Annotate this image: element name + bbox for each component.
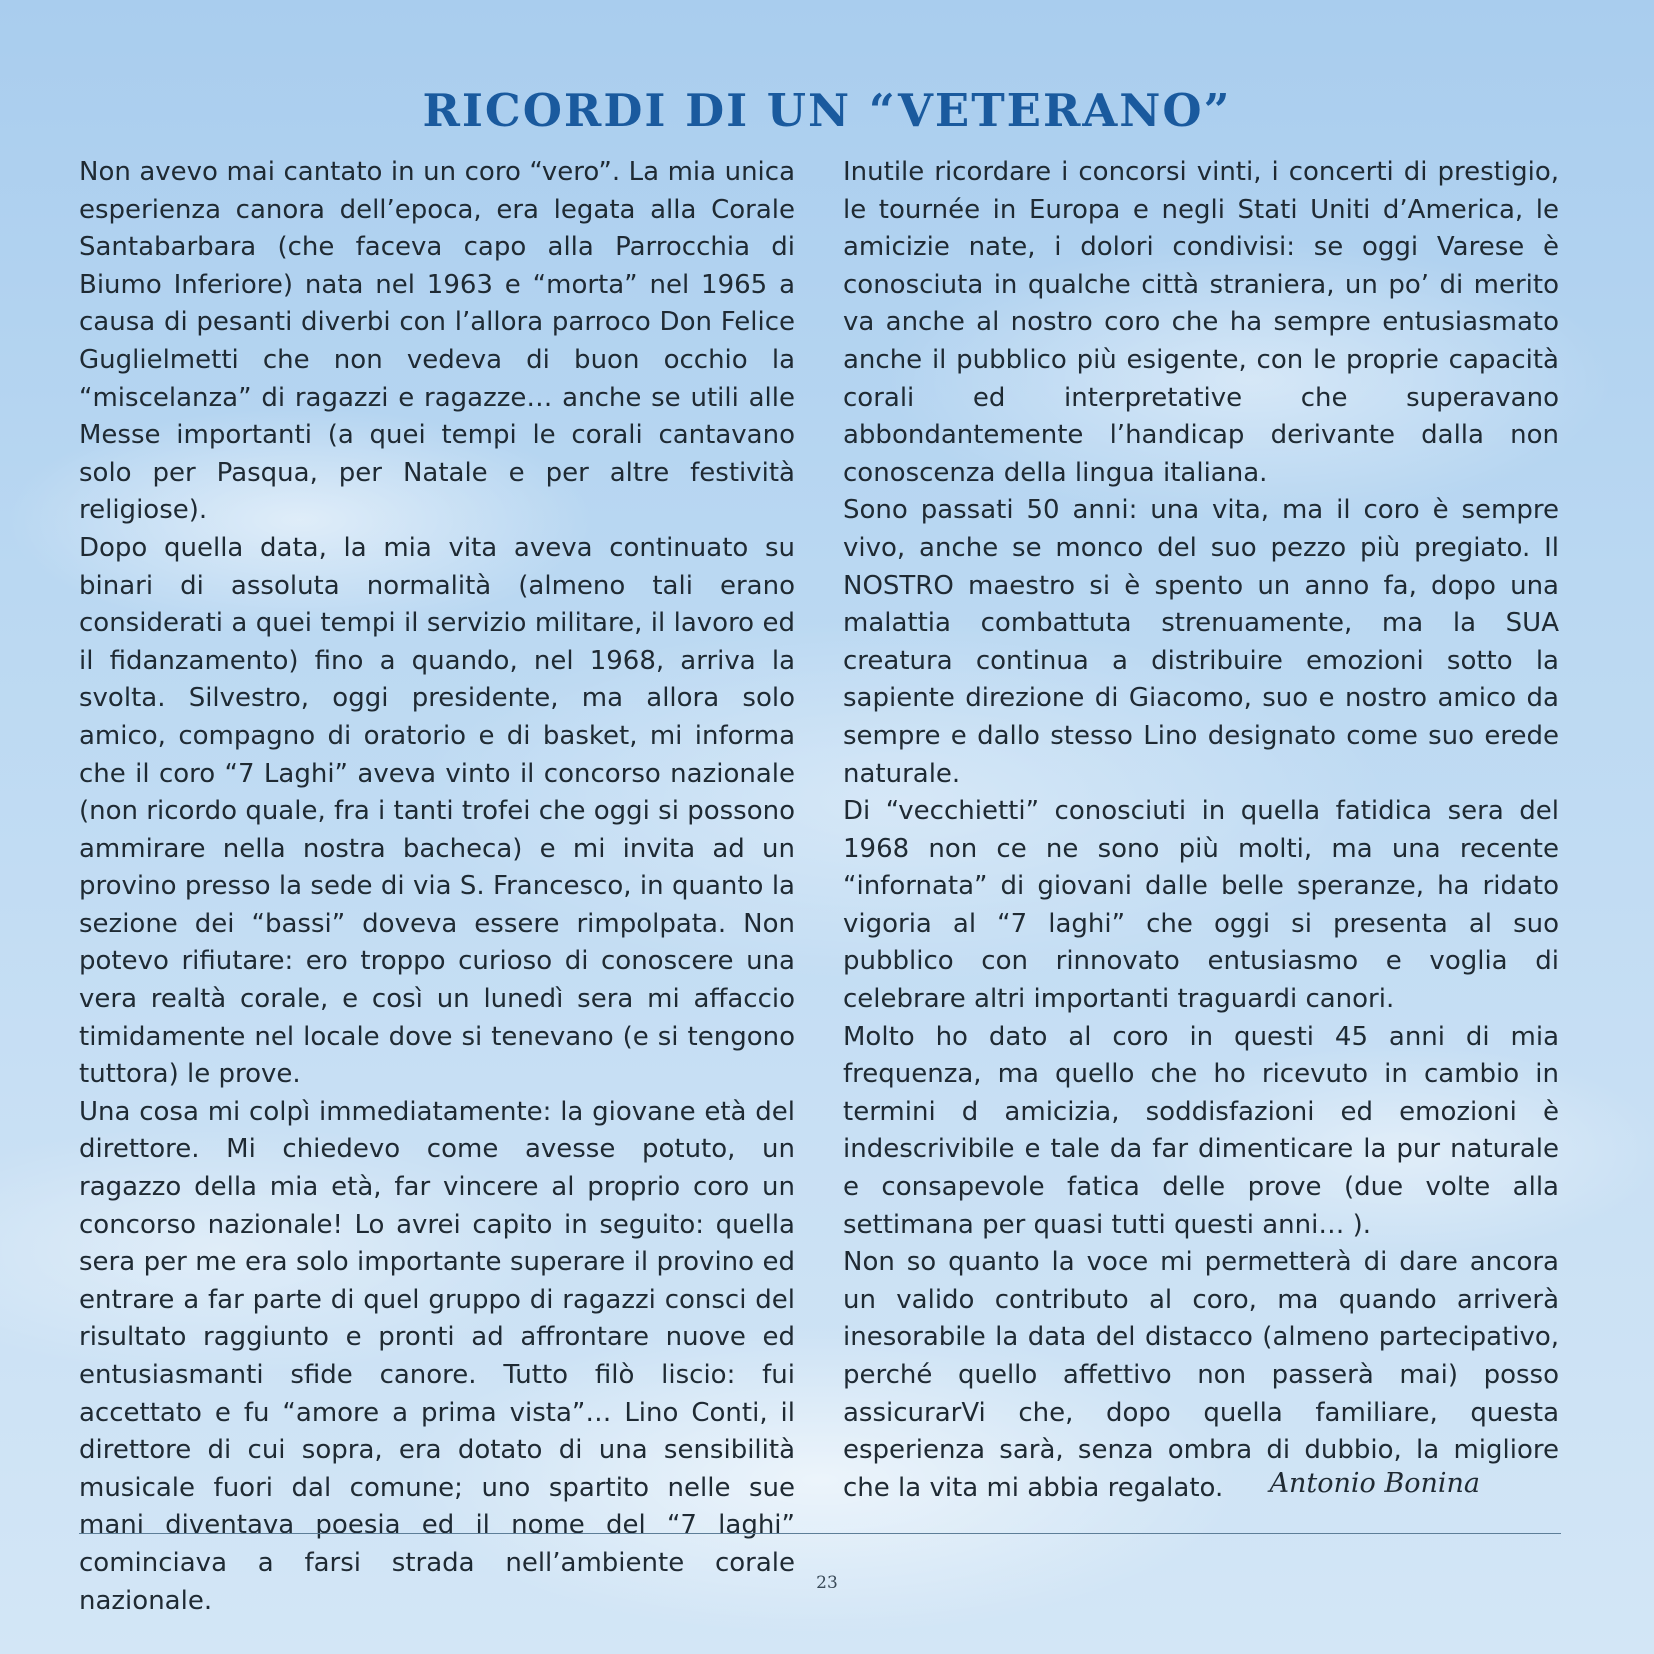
article-title: RICORDI DI UN “VETERANO” — [422, 84, 1232, 137]
footer-divider — [79, 1533, 1561, 1534]
paragraph: Non so quanto la voce mi permetterà di dare ancora un valido contributo al coro, ma quando arriverà inesorabile la data del distacco (almeno partecipativo, perché quello affettivo non passerà mai) posso assicurarVi che, dopo quella familiare, questa esperienza sarà, senza ombra di dubbio, la migliore che la vita mi abbia regalato. — [843, 1247, 1559, 1503]
paragraph: Di “vecchietti” conosciuti in quella fatidica sera del 1968 non ce ne sono più molti, ma una recente “infornata” di giovani dalle belle speranze, ha ridato vigoria al “7 laghi” che oggi si presenta al suo pubblico con rinnovato entusiasmo e voglia di celebrare altri importanti traguardi canori. — [843, 796, 1559, 1015]
right-text-column — [843, 154, 1559, 1507]
paragraph: Non avevo mai cantato in un coro “vero”. La mia unica esperienza canora dell’epoca, era legata alla Corale Santabarbara (che faceva capo alla Parrocchia di Biumo Inferiore) nata nel 1963 e “morta” nel 1965 a causa di pesanti diverbi con l’allora parroco Don Felice Guglielmetti che non vedeva di buon occhio la “miscelanza” di ragazzi e ragazze… anche se utili alle Messe importanti (a quei tempi le corali cantavano solo per Pasqua, per Natale e per altre festività religiose). — [79, 157, 795, 526]
left-text-column — [79, 154, 795, 1620]
paragraph: Dopo quella data, la mia vita aveva continuato su binari di assoluta normalità (almeno tali erano considerati a quei tempi il servizio militare, il lavoro ed il fidanzamento) fino a quando, nel 1968, arriva la svolta. Silvestro, oggi presidente, ma allora solo amico, compagno di oratorio e di basket, mi informa che il coro “7 Laghi” aveva vinto il concorso nazionale (non ricordo quale, fra i tanti trofei che oggi si possono ammirare nella nostra bacheca) e mi invita ad un provino presso la sede di via S. Francesco, in quanto la sezione dei “bassi” doveva essere rimpolpata. Non potevo rifiutare: ero troppo curioso di conoscere una vera realtà corale, e così un lunedì sera mi affaccio timidamente nel locale dove si tenevano (e si tengono tuttora) le prove. — [79, 532, 795, 1090]
page-number: 23 — [816, 1573, 838, 1593]
paragraph: Inutile ricordare i concorsi vinti, i concerti di prestigio, le tournée in Europa e negli Stati Uniti d’America, le amicizie nate, i dolori condivisi: se oggi Varese è conosciuta in qualche città straniera, un po’ di merito va anche al nostro coro che ha sempre entusiasmato anche il pubblico più esigente, con le proprie capacità corali ed interpretative che superavano abbondantemente l’handicap derivante dalla non conoscenza della lingua italiana. — [843, 157, 1559, 488]
author-signature: Antonio Bonina — [1269, 1468, 1480, 1499]
paragraph: Una cosa mi colpì immediatamente: la giovane età del direttore. Mi chiedevo come avesse potuto, un ragazzo della mia età, far vincere al proprio coro un concorso nazionale! Lo avrei capito in seguito: quella sera per me era solo importante superare il provino ed entrare a far parte di quel gruppo di ragazzi consci del risultato raggiunto e pronti ad affrontare nuove ed entusiasmanti sfide canore. Tutto filò liscio: fui accettato e fu “amore a prima vista”… Lino Conti, il direttore di cui sopra, era dotato di una sensibilità musicale fuori dal comune; uno spartito nelle sue mani diventava poesia ed il nome del “7 laghi” cominciava a farsi strada nell’ambiente corale nazionale. — [79, 1096, 795, 1616]
paragraph: Sono passati 50 anni: una vita, ma il coro è sempre vivo, anche se monco del suo pezzo più pregiato. Il NOSTRO maestro si è spento un anno fa, dopo una malattia combattuta strenuamente, ma la SUA creatura continua a distribuire emozioni sotto la sapiente direzione di Giacomo, suo e nostro amico da sempre e dallo stesso Lino designato come suo erede naturale. — [843, 495, 1559, 789]
paragraph: Molto ho dato al coro in questi 45 anni di mia frequenza, ma quello che ho ricevuto in cambio in termini d amicizia, soddisfazioni ed emozioni è indescrivibile e tale da far dimenticare la pur naturale e consapevole fatica delle prove (due volte alla settimana per quasi tutti questi anni… ). — [843, 1021, 1559, 1240]
